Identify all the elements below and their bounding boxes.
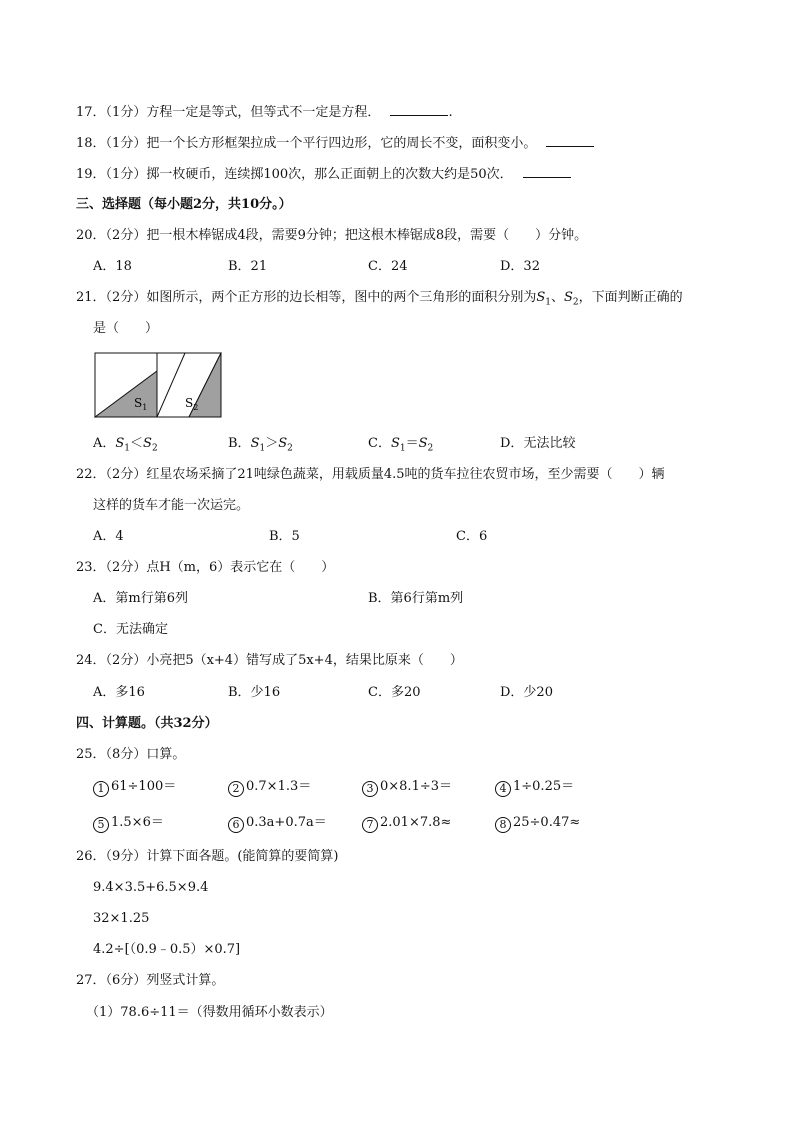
question-22-line-1: 22．（2分）红星农场采摘了21吨绿色蔬菜，用载质量4.5吨的货车拉往农贸市场，至少需要（ ）辆 [76, 467, 665, 482]
q26-item-2: 32×1.25 [93, 911, 150, 926]
q25-item-4 [495, 779, 574, 797]
question-21-text-end: ，下面判断正确的 [578, 290, 683, 305]
question-17-text: 17．（1分）方程一定是等式，但等式不一定是方程． [76, 105, 381, 120]
var-sub: 1 [399, 443, 406, 454]
q25-item-5 [93, 815, 164, 833]
expression: 1÷0.25＝ [513, 779, 575, 794]
q20-option-d[interactable]: D．32 [500, 259, 540, 274]
q25-item-7 [362, 815, 451, 833]
var: S [250, 436, 260, 451]
expression: 1.5×6＝ [111, 815, 164, 830]
q25-item-1 [93, 779, 176, 797]
q22-option-a[interactable]: A．4 [93, 529, 124, 544]
q25-item-8 [495, 815, 580, 833]
q27-item-1: （1）78.6÷11＝（得数用循环小数表示） [86, 1005, 333, 1020]
q20-option-a[interactable]: A．18 [93, 259, 132, 274]
question-23-text: 23．（2分）点H（m，6）表示它在（ ） [76, 560, 335, 575]
circled-number: 8 [495, 817, 511, 833]
circled-number: 1 [93, 781, 109, 797]
q20-option-b[interactable]: B．21 [228, 259, 268, 274]
circled-number: 7 [362, 817, 378, 833]
question-26-text: 26．（9分）计算下面各题。(能简算的要简算) [76, 849, 339, 864]
q24-option-d[interactable]: D．少20 [500, 685, 553, 700]
var-s1-sub: 1 [545, 297, 551, 308]
answer-blank-18[interactable] [546, 134, 594, 147]
q20-option-c[interactable]: C．24 [368, 259, 408, 274]
var-s1: S [536, 290, 546, 305]
question-20-text: 20．（2分）把一根木棒锯成4段，需要9分钟；把这根木棒锯成8段，需要（ ）分钟。 [76, 228, 588, 243]
question-19 [76, 165, 571, 183]
option-prefix: C． [368, 436, 391, 451]
triangle-s1 [95, 371, 157, 417]
circled-number: 6 [228, 817, 244, 833]
section-title-choice: 三、选择题（每小题2分，共10分。） [76, 197, 292, 212]
q22-option-c[interactable]: C．6 [456, 529, 488, 544]
question-21-line-2: 是（ ） [93, 321, 159, 336]
relation: ＝ [405, 436, 419, 451]
q24-option-a[interactable]: A．多16 [93, 685, 145, 700]
question-21-line-1 [76, 290, 683, 311]
q24-option-c[interactable]: C．多20 [368, 685, 421, 700]
expression: 25÷0.47≈ [513, 815, 581, 830]
q21-option-c[interactable] [368, 436, 433, 457]
circled-number: 2 [228, 781, 244, 797]
label-s2: $S_2$ [185, 396, 199, 412]
q23-option-a[interactable]: A．第m行第6列 [93, 591, 188, 606]
question-24-text: 24．（2分）小亮把5（x+4）错写成了5x+4，结果比原来（ ） [76, 653, 463, 668]
question-21-text: 21．（2分）如图所示，两个正方形的边长相等，图中的两个三角形的面积分别为 [76, 290, 537, 305]
q21-option-a[interactable] [93, 436, 158, 457]
q25-item-3 [362, 779, 452, 797]
question-19-text: 19．（1分）掷一枚硬币，连续掷100次，那么正面朝上的次数大约是50次． [76, 167, 513, 182]
var: S [143, 436, 152, 451]
expression: 2.01×7.8≈ [380, 815, 452, 830]
question-18-text: 18．（1分）把一个长方形框架拉成一个平行四边形，它的周长不变，面积变小。 [76, 136, 537, 151]
q21-option-d[interactable] [500, 436, 575, 452]
var-s2-sub: 2 [572, 297, 579, 308]
label-s1: $S_1$ [134, 396, 148, 412]
q23-option-b[interactable]: B．第6行第m列 [368, 591, 464, 606]
var: S [115, 436, 125, 451]
q26-item-3: 4.2÷[（0.9﹣0.5）×0.7] [93, 942, 241, 957]
separator: 、 [550, 290, 564, 305]
question-18 [76, 134, 594, 152]
relation: ＞ [265, 436, 279, 451]
var-sub: 2 [151, 443, 158, 454]
option-text: 无法比较 [523, 436, 576, 451]
circled-number: 3 [362, 781, 378, 797]
var: S [418, 436, 428, 451]
question-17 [76, 103, 453, 121]
q22-option-b[interactable]: B．5 [269, 529, 300, 544]
question-22-line-2: 这样的货车才能一次运完。 [93, 498, 250, 513]
q25-item-6 [228, 815, 327, 833]
answer-blank-19[interactable] [523, 165, 571, 178]
question-27-text: 27．（6分）列竖式计算。 [76, 973, 225, 988]
q23-option-c[interactable]: C．无法确定 [93, 622, 168, 637]
var-sub: 2 [427, 443, 434, 454]
var-sub: 1 [259, 443, 266, 454]
var-sub: 1 [124, 443, 131, 454]
var: S [390, 436, 400, 451]
question-17-tail: . [448, 105, 453, 120]
expression: 0×8.1÷3＝ [380, 779, 453, 794]
question-25-text: 25．（8分）口算。 [76, 747, 186, 762]
option-prefix: D． [500, 436, 524, 451]
q26-item-1: 9.4×3.5+6.5×9.4 [93, 880, 209, 895]
answer-blank-17[interactable] [390, 103, 448, 116]
var-sub: 2 [287, 443, 293, 454]
expression: 0.3a+0.7a＝ [246, 815, 327, 830]
circled-number: 4 [495, 781, 511, 797]
q24-option-b[interactable]: B．少16 [228, 685, 281, 700]
expression: 61÷100＝ [111, 779, 177, 794]
var-s2: S [563, 290, 573, 305]
var: S [278, 436, 288, 451]
expression: 0.7×1.3＝ [246, 779, 312, 794]
option-prefix: B． [228, 436, 251, 451]
q25-item-2 [228, 779, 311, 797]
option-prefix: A． [93, 436, 116, 451]
section-title-calculation: 四、计算题。（共32分） [76, 716, 218, 731]
circled-number: 5 [93, 817, 109, 833]
relation: ＜ [130, 436, 144, 451]
q21-option-b[interactable] [228, 436, 293, 457]
two-squares-triangles-figure [94, 352, 222, 418]
